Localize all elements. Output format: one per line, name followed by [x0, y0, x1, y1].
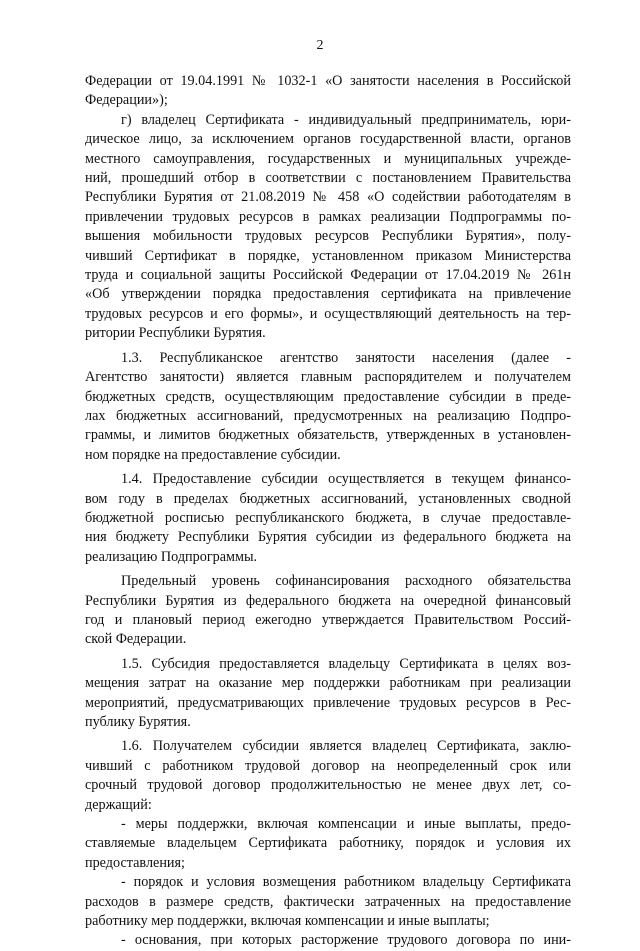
document-body — [85, 72, 571, 951]
text-line: держащий: — [85, 796, 152, 813]
text-line: 1.3. Республиканское агентство занятости населения (далее - — [121, 349, 571, 366]
text-line: г) владелец Сертификата - индивидуальный предприниматель, юри- — [121, 111, 571, 128]
text-line: работнику мер поддержки, включая компенсации и иные выплаты; — [85, 913, 490, 930]
text-line: Республики Бурятия из федерального бюджета на очередной финансовый — [85, 592, 571, 609]
text-line: Республики Бурятия от 21.08.2019 № 458 «О содействии работодателям в — [85, 189, 571, 206]
text-line: мероприятий, предусматривающих привлечение трудовых ресурсов в Рес- — [85, 694, 571, 711]
text-line: дическое лицо, за исключением органов государственной власти, органов — [85, 131, 571, 148]
text-line: публику Бурятия. — [85, 714, 191, 730]
text-line: расходов в размере средств, фактически затраченных на предоставление — [85, 893, 571, 910]
text-line: вышения мобильности трудовых ресурсов Республики Бурятия», полу- — [85, 228, 571, 245]
text-line: ном порядке на предоставление субсидии. — [85, 446, 341, 463]
text-line: труда и социальной защиты Российской Федерации от 17.04.2019 № 261н — [85, 267, 571, 284]
text-line: Предельный уровень софинансирования расходного обязательства — [121, 573, 571, 590]
text-line: «Об утверждении порядка предоставления сертификата на привлечение — [85, 286, 571, 303]
text-line: ской Федерации. — [85, 631, 187, 648]
text-line: 1.5. Субсидия предоставляется владельцу Сертификата в целях воз- — [121, 655, 571, 672]
text-line: - порядок и условия возмещения работником владельцу Сертификата — [121, 874, 571, 891]
text-line: 1.6. Получателем субсидии является владелец Сертификата, заклю- — [121, 738, 571, 755]
text-line: чивший Сертификат в порядке, установленном приказом Министерства — [85, 247, 571, 264]
text-line: ритории Республики Бурятия. — [85, 325, 266, 342]
text-line: вом году в пределах бюджетных ассигнований, установленных сводной — [85, 490, 571, 507]
text-line: чивший с работником трудовой договор на неопределенный срок или — [85, 757, 571, 774]
text-line: лах бюджетных ассигнований, предусмотренных на реализацию Подпро- — [85, 407, 571, 424]
text-line: привлечении трудовых ресурсов в рамках реализации Подпрограммы по- — [85, 208, 571, 225]
text-line: ния бюджету Республики Бурятия субсидии из федерального бюджета на — [85, 529, 571, 546]
text-line: бюджетных средств, осуществляющим предоставление субсидии в преде- — [85, 388, 571, 405]
text-line: ний, прошедший отбор в соответствии с постановлением Правительства — [85, 170, 571, 187]
text-line: ставляемые владельцем Сертификата работнику, порядок и условия их — [85, 835, 571, 852]
text-line: Агентство занятости) является главным распорядителем и получателем — [85, 369, 571, 386]
text-line: - меры поддержки, включая компенсации и иные выплаты, предо- — [121, 816, 571, 833]
text-line: срочный трудовой договор продолжительностью не менее двух лет, со- — [85, 777, 571, 794]
text-line: мещения затрат на оказание мер поддержки работникам при реализации — [85, 675, 571, 692]
text-line: граммы, и лимитов бюджетных обязательств, утвержденных в установлен- — [85, 427, 571, 444]
text-line: местного самоуправления, государственных и муниципальных учрежде- — [85, 150, 571, 167]
text-line: трудовых ресурсов и его формы», и осуществляющий деятельность на тер- — [85, 305, 571, 322]
text-line: - основания, при которых расторжение трудового договора по ини- — [121, 932, 571, 949]
text-line: Федерации от 19.04.1991 № 1032-1 «О занятости населения в Российской — [85, 73, 571, 89]
text-line: реализацию Подпрограммы. — [85, 548, 258, 565]
text-line: бюджетной росписью республиканского бюджета, в случае предоставле- — [85, 509, 571, 526]
page-number: 2 — [316, 38, 324, 53]
text-line: Федерации»); — [85, 92, 168, 109]
text-line: предоставления; — [85, 854, 185, 871]
text-line: 1.4. Предоставление субсидии осуществляется в текущем финансо- — [121, 471, 571, 488]
text-line: год и плановый период ежегодно утверждается Правительством Россий- — [85, 611, 571, 628]
